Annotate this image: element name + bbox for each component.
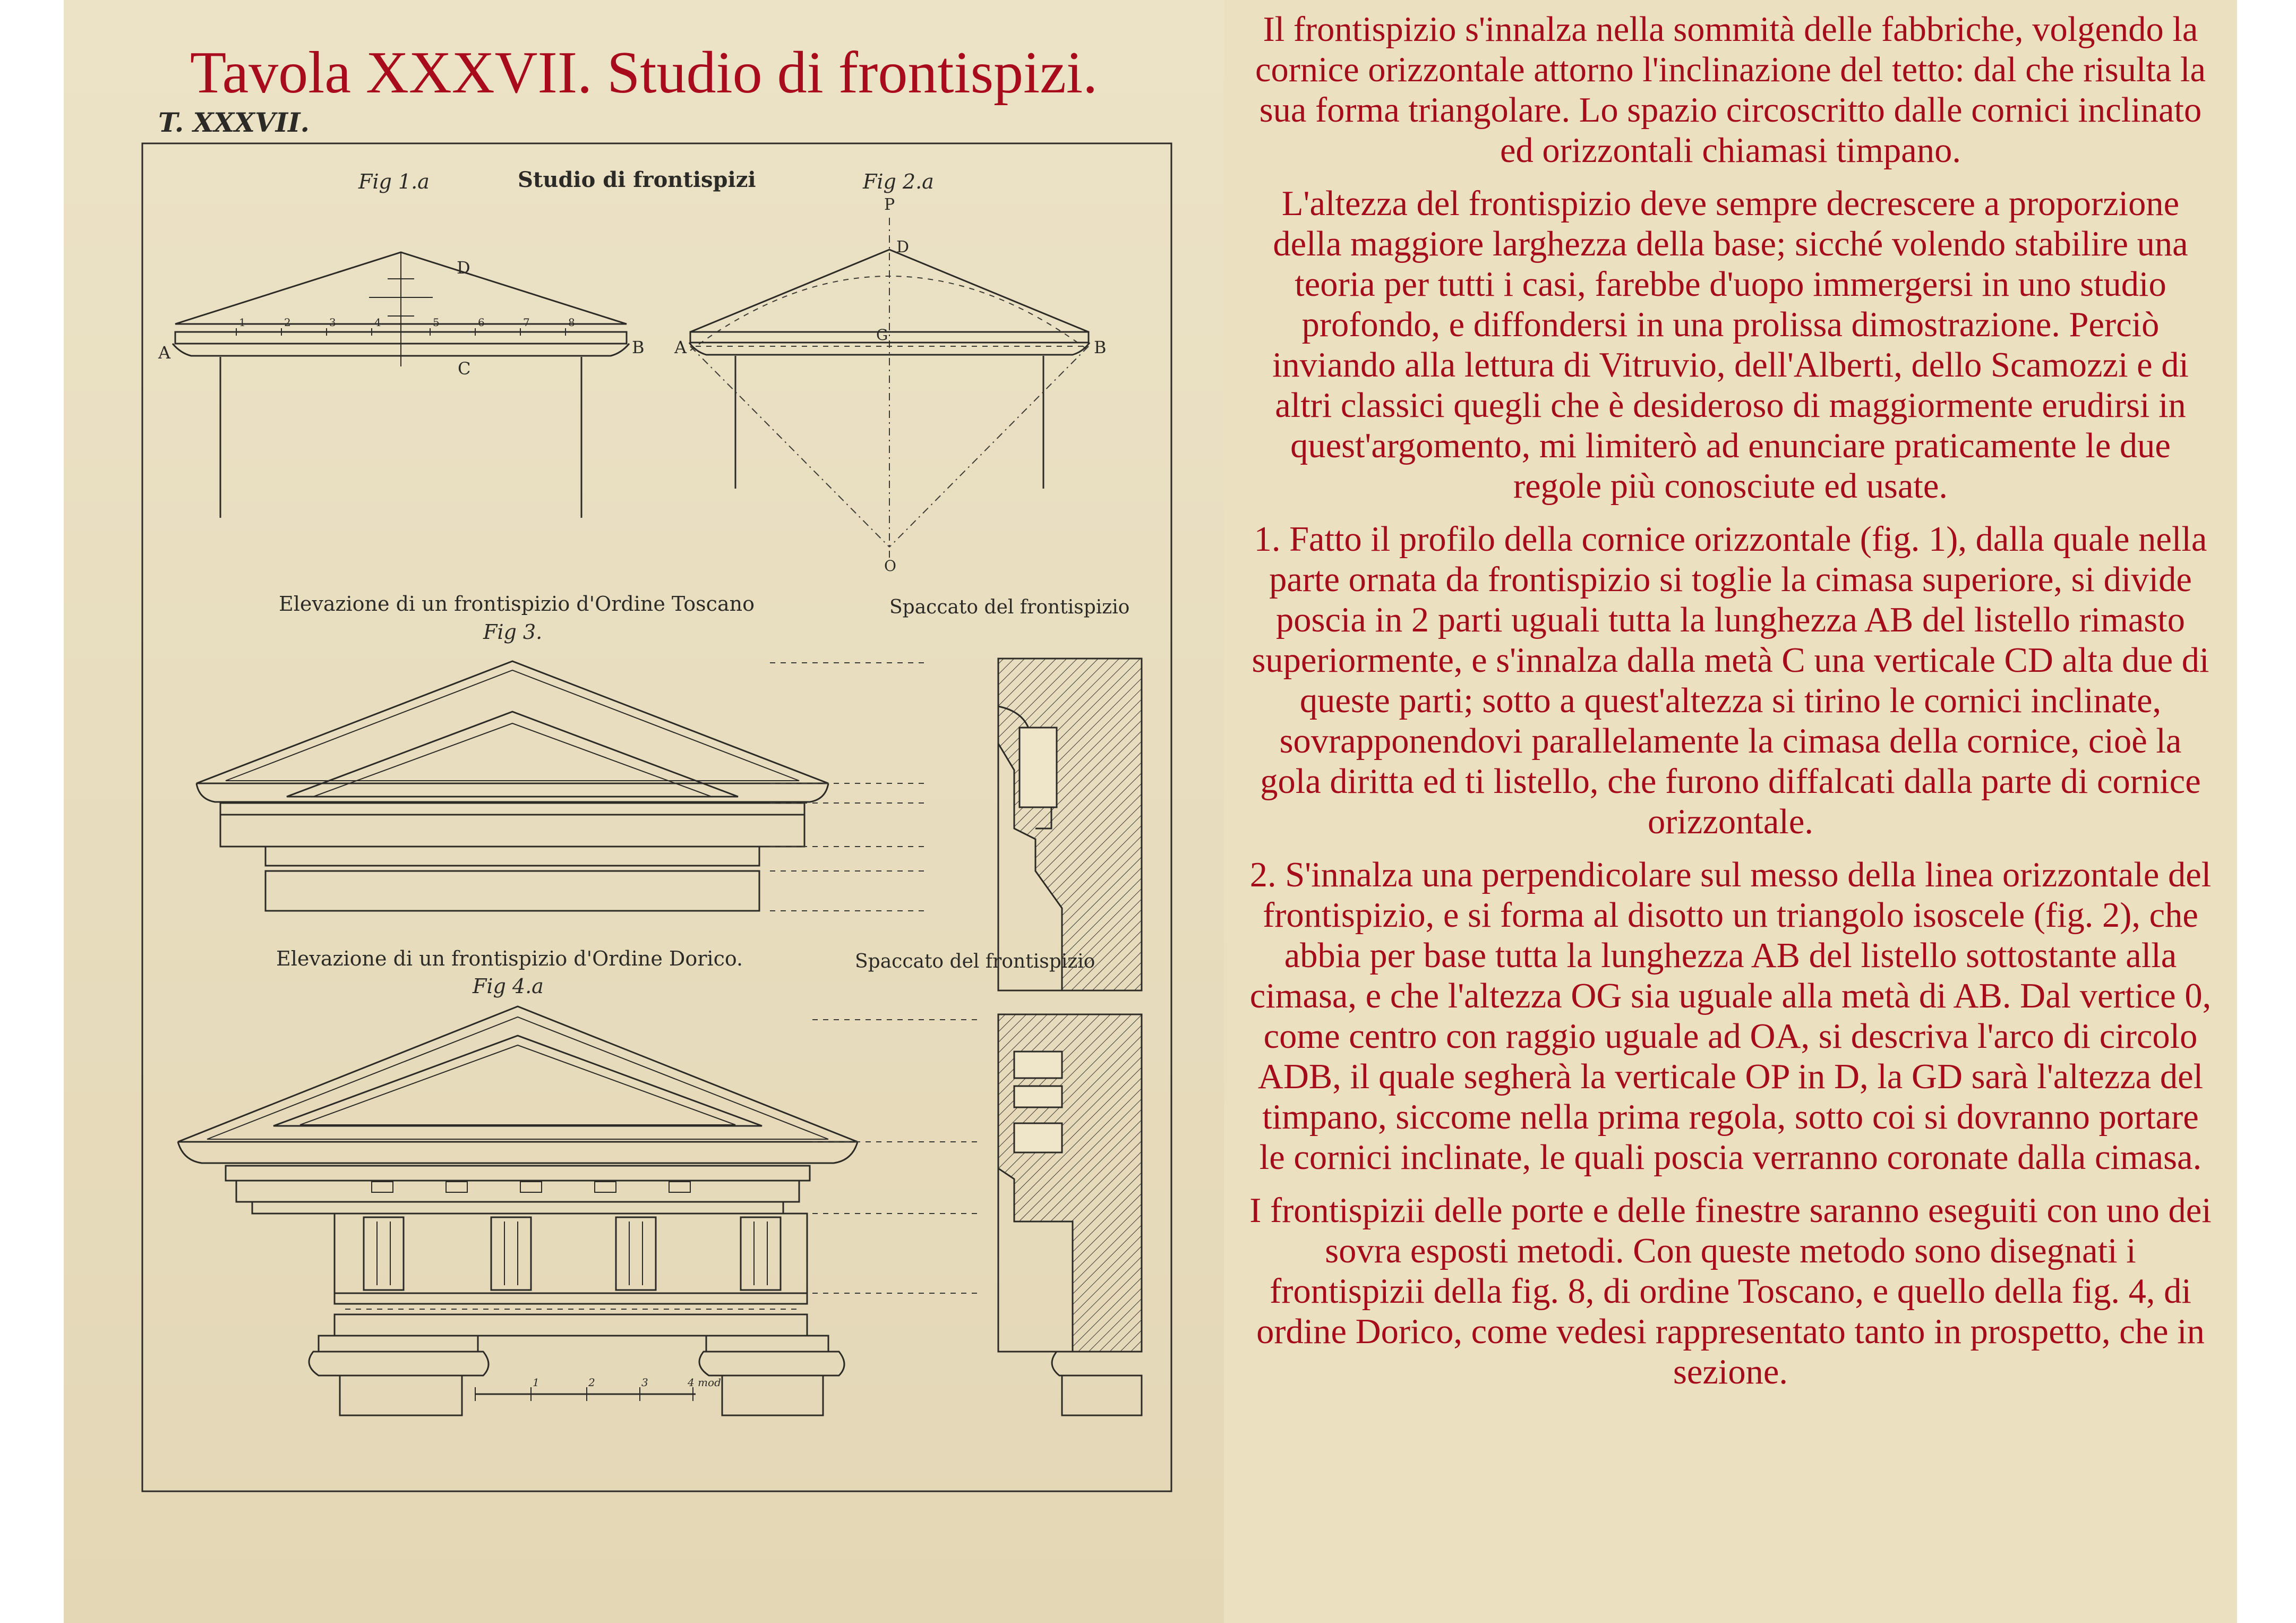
scale-mark-2: 2 [588, 1376, 595, 1389]
fig2-point-g: G [876, 326, 888, 344]
fig4-elevation-caption: Elevazione di un frontispizio d'Ordine Dorico. [276, 947, 743, 970]
fig3-tuscan-pediment [196, 661, 924, 911]
fig1-label: Fig 1.a [358, 170, 430, 193]
fig1-div-1: 1 [239, 316, 246, 329]
fig1-div-6: 6 [478, 316, 485, 329]
fig1-pediment [158, 252, 645, 518]
plate-engraving [64, 0, 1224, 1623]
fig1-div-2: 2 [284, 316, 291, 329]
scale-mark-4: 4 mod [688, 1376, 721, 1389]
fig1-point-d: D [457, 258, 470, 278]
plate-heading: Studio di frontispizi [518, 167, 756, 192]
fig3-label: Fig 3. [483, 620, 543, 644]
fig2-point-a: A [674, 337, 687, 357]
paragraph-height: L'altezza del frontispizio deve sempre decrescere a proporzione della maggiore larghezza della base; sicché volendo stabilire una teoria per tutti i casi, farebbe d'uopo immergersi in uno studio profondo, e diffondersi in una prolissa dimostrazione. Perciò inviando alla lettura di Vitruvio, dell'Alberti, dello Scamozzi e di altri classici quegli che è desideroso di maggiormente erudirsi in quest'argomento, mi limiterò ad enunciare praticamente le due regole più conosciute ed usate. [1272, 184, 2189, 506]
fig4-section-caption: Spaccato del frontispizio [855, 951, 1095, 972]
scale-bar [475, 1376, 721, 1401]
fig1-div-7: 7 [523, 316, 530, 329]
fig3-section-caption: Spaccato del frontispizio [889, 596, 1130, 618]
fig1-div-5: 5 [433, 316, 440, 329]
fig2-point-d: D [896, 238, 910, 257]
fig1-point-b: B [632, 337, 645, 357]
fig4-section [998, 1014, 1142, 1415]
fig3-section [998, 659, 1142, 990]
fig1-div-4: 4 [374, 316, 381, 329]
plate-page [64, 0, 1224, 1623]
paragraph-rule-1: 1. Fatto il profilo della cornice orizzontale (fig. 1), dalla quale nella parte ornata da frontispizio si toglie la cimasa superiore, si divide poscia in 2 parti uguali tutta la lunghezza AB del listello rimasto superiormente, e s'innalza dalla metà C una verticale CD alta due di queste parti; sotto a quest'altezza si tirino le cornici inclinate, sovrapponendovi parallelamente la cimasa della cornice, cioè la gola diritta ed ti listello, che furono diffalcati dalla parte di cornice orizzontale. [1252, 520, 2209, 841]
body-text [1248, 10, 2213, 1405]
fig2-label: Fig 2.a [863, 170, 934, 193]
paragraph-rule-2: 2. S'innalza una perpendicolare sul messo della linea orizzontale del frontispizio, e si forma al disotto un triangolo isoscele (fig. 2), che abbia per base tutta la lunghezza AB del listello sottostante alla cimasa, e che l'altezza OG sia uguale alla metà di AB. Dal vertice 0, come centro con raggio uguale ad OA, si descriva l'arco di circolo ADB, il quale segherà la verticale OP in D, la GD sarà l'altezza del timpano, siccome nella prima regola, sotto coi si dovranno portare le cornici inclinate, le quali poscia verranno coronate dalla cimasa. [1249, 856, 2212, 1177]
fig2-point-b: B [1094, 337, 1107, 357]
fig4-triglyphs [364, 1217, 781, 1290]
scale-mark-3: 3 [641, 1376, 648, 1389]
fig4-doric-pediment [178, 1006, 977, 1415]
fig3-elevation-caption: Elevazione di un frontispizio d'Ordine Toscano [279, 592, 755, 616]
scale-mark-1: 1 [533, 1376, 539, 1389]
plate-number: T. XXXVII. [158, 107, 310, 138]
fig2-point-p: P [884, 195, 895, 214]
text-page [1224, 0, 2237, 1623]
paragraph-intro: Il frontispizio s'innalza nella sommità delle fabbriche, volgendo la cornice orizzontale attorno l'inclinazione del tetto: dal che risulta la sua forma triangolare. Lo spazio circoscritto dalle cornici inclinato ed orizzontali chiamasi timpano. [1255, 10, 2206, 170]
fig4-mutules [372, 1182, 690, 1192]
paragraph-doors-windows: I frontispizii delle porte e delle finestre saranno eseguiti con uno dei sovra esposti metodi. Con queste metodo sono disegnati i frontispizii della fig. 8, di ordine Toscano, e quello della fig. 4, di ordine Dorico, come vedesi rappresentato tanto in prospetto, che in sezione. [1249, 1191, 2212, 1391]
page-title: Tavola XXXVII. Studio di frontispizi. [190, 40, 1098, 106]
fig1-point-c: C [458, 358, 471, 379]
fig1-point-a: A [158, 343, 171, 363]
fig4-label: Fig 4.a [473, 975, 544, 998]
fig2-pediment [674, 195, 1107, 575]
fig2-point-o: O [884, 557, 896, 575]
fig1-div-8: 8 [568, 316, 575, 329]
fig1-div-3: 3 [329, 316, 336, 329]
